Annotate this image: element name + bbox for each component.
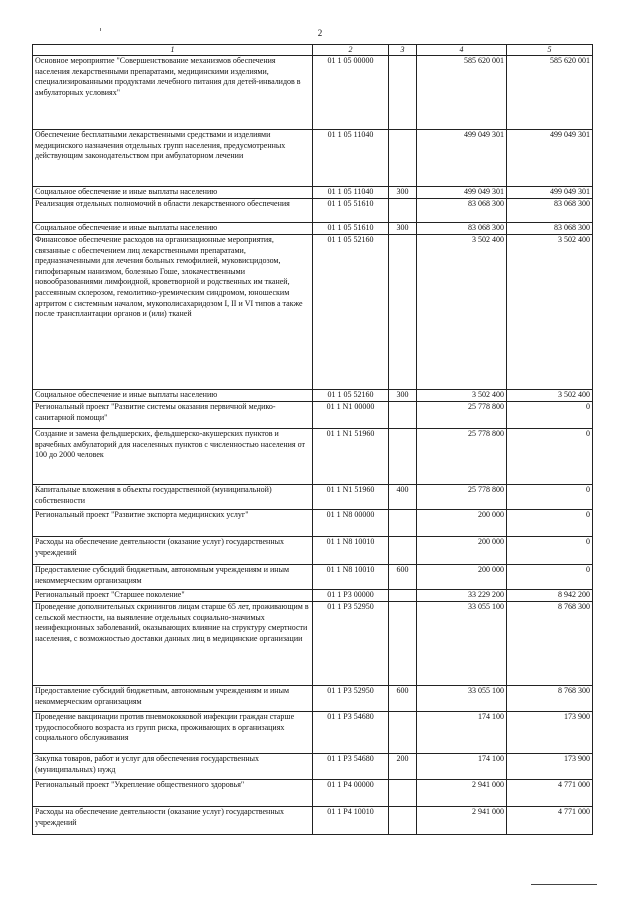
- row-expense-type: 400: [389, 485, 417, 510]
- row-name: Капитальные вложения в объекты государственной (муниципальной) собственности: [33, 485, 313, 510]
- row-code: 01 1 05 00000: [313, 56, 389, 130]
- row-code: 01 1 05 52160: [313, 235, 389, 390]
- row-code: 01 1 N8 10010: [313, 565, 389, 590]
- table-row: [33, 199, 593, 223]
- row-name: Проведение дополнительных скринингов лицам старше 65 лет, проживающим в сельской местности, на выявление отдельных социально-значимых неинфекционных заболеваний, оказывающих влияние на структуру смертности населения, с возможностью доставки данных лиц в медицинские организации: [33, 602, 313, 686]
- row-expense-type: [389, 807, 417, 835]
- row-name: Финансовое обеспечение расходов на организационные мероприятия, связанные с обеспечением лиц лекарственными препаратами, предназначенными для лечения больных гемофилией, муковисцидозом, гипофизарным нанизмом, болезнью Гоше, злокачественными новообразованиями лимфоидной, кроветворной и родственных им тканей, рассеянным склерозом, гемолитико-уремическим синдромом, юношеским артритом с системным началом, мукополисахаридозом I, II и VI типов а также после трансплантации органов и (или) тканей: [33, 235, 313, 390]
- row-expense-type: 300: [389, 223, 417, 235]
- row-expense-type: [389, 402, 417, 429]
- table-row: [33, 510, 593, 537]
- table-row: [33, 223, 593, 235]
- row-expense-type: 600: [389, 565, 417, 590]
- row-value-col4: 33 229 200: [417, 590, 507, 602]
- row-expense-type: 600: [389, 686, 417, 712]
- table-row: [33, 712, 593, 754]
- row-code: 01 1 05 11040: [313, 187, 389, 199]
- row-expense-type: [389, 429, 417, 485]
- row-code: 01 1 N8 10010: [313, 537, 389, 565]
- table-row: [33, 56, 593, 130]
- row-value-col4: 200 000: [417, 537, 507, 565]
- table-row: [33, 390, 593, 402]
- row-code: 01 1 P4 00000: [313, 780, 389, 807]
- row-value-col4: 83 068 300: [417, 223, 507, 235]
- row-code: 01 1 N1 51960: [313, 485, 389, 510]
- row-code: 01 1 05 11040: [313, 130, 389, 187]
- row-value-col5: 4 771 000: [507, 780, 593, 807]
- row-expense-type: [389, 130, 417, 187]
- row-value-col4: 25 778 800: [417, 485, 507, 510]
- column-header-3: 3: [389, 45, 417, 56]
- row-expense-type: [389, 199, 417, 223]
- row-name: Создание и замена фельдшерских, фельдшерско-акушерских пунктов и врачебных амбулаторий для населенных пунктов с численностью населения от 100 до 2000 человек: [33, 429, 313, 485]
- row-name: Обеспечение бесплатными лекарственными средствами и изделиями медицинского назначения отдельных групп населения, предусмотренных действующим законодательством при амбулаторном лечении: [33, 130, 313, 187]
- row-expense-type: 300: [389, 187, 417, 199]
- row-value-col5: 173 900: [507, 712, 593, 754]
- row-name: Расходы на обеспечение деятельности (оказание услуг) государственных учреждений: [33, 807, 313, 835]
- row-value-col5: 83 068 300: [507, 199, 593, 223]
- row-value-col5: 83 068 300: [507, 223, 593, 235]
- row-value-col5: 0: [507, 402, 593, 429]
- row-name: Региональный проект "Развитие системы оказания первичной медико-санитарной помощи": [33, 402, 313, 429]
- table-row: [33, 780, 593, 807]
- row-value-col5: 8 768 300: [507, 686, 593, 712]
- row-value-col4: 499 049 301: [417, 187, 507, 199]
- row-code: 01 1 N8 00000: [313, 510, 389, 537]
- table-row: [33, 686, 593, 712]
- row-expense-type: 200: [389, 754, 417, 780]
- row-name: Основное мероприятие "Совершенствование механизмов обеспечения населения лекарственными препаратами, медицинскими изделиями, специализированными продуктами лечебного питания для детей-инвалидов в амбулаторных условиях": [33, 56, 313, 130]
- row-name: Социальное обеспечение и иные выплаты населению: [33, 187, 313, 199]
- row-expense-type: [389, 590, 417, 602]
- table-row: [33, 565, 593, 590]
- row-expense-type: [389, 537, 417, 565]
- row-value-col4: 2 941 000: [417, 780, 507, 807]
- table-row: [33, 187, 593, 199]
- row-value-col4: 2 941 000: [417, 807, 507, 835]
- table-row: [33, 429, 593, 485]
- row-expense-type: [389, 56, 417, 130]
- row-name: Региональный проект "Развитие экспорта медицинских услуг": [33, 510, 313, 537]
- table-row: [33, 537, 593, 565]
- row-name: Расходы на обеспечение деятельности (оказание услуг) государственных учреждений: [33, 537, 313, 565]
- row-value-col4: 83 068 300: [417, 199, 507, 223]
- row-value-col5: 3 502 400: [507, 390, 593, 402]
- row-name: Предоставление субсидий бюджетным, автономным учреждениям и иным некоммерческим организациям: [33, 565, 313, 590]
- table-row: [33, 402, 593, 429]
- row-value-col5: 585 620 001: [507, 56, 593, 130]
- row-code: 01 1 P4 10010: [313, 807, 389, 835]
- row-value-col5: 0: [507, 485, 593, 510]
- row-name: Социальное обеспечение и иные выплаты населению: [33, 390, 313, 402]
- row-value-col5: 8 942 200: [507, 590, 593, 602]
- row-name: Реализация отдельных полномочий в области лекарственного обеспечения: [33, 199, 313, 223]
- page-number: 2: [317, 28, 323, 38]
- row-expense-type: 300: [389, 390, 417, 402]
- row-value-col5: 0: [507, 537, 593, 565]
- row-value-col4: 33 055 100: [417, 602, 507, 686]
- row-expense-type: [389, 780, 417, 807]
- row-code: 01 1 P3 52950: [313, 686, 389, 712]
- row-value-col5: 499 049 301: [507, 187, 593, 199]
- table-row: [33, 485, 593, 510]
- column-header-2: 2: [313, 45, 389, 56]
- column-header-4: 4: [417, 45, 507, 56]
- row-value-col5: 173 900: [507, 754, 593, 780]
- row-code: 01 1 05 51610: [313, 223, 389, 235]
- column-header-5: 5: [507, 45, 593, 56]
- row-value-col5: 3 502 400: [507, 235, 593, 390]
- table-row: [33, 754, 593, 780]
- budget-table: [32, 44, 593, 835]
- table-row: [33, 602, 593, 686]
- row-value-col4: 499 049 301: [417, 130, 507, 187]
- row-value-col4: 200 000: [417, 565, 507, 590]
- row-value-col4: 174 100: [417, 712, 507, 754]
- row-value-col4: 174 100: [417, 754, 507, 780]
- row-value-col4: 33 055 100: [417, 686, 507, 712]
- row-code: 01 1 N1 00000: [313, 402, 389, 429]
- row-value-col5: 8 768 300: [507, 602, 593, 686]
- row-expense-type: [389, 602, 417, 686]
- row-value-col4: 3 502 400: [417, 235, 507, 390]
- row-expense-type: [389, 235, 417, 390]
- table-row: [33, 807, 593, 835]
- row-value-col5: 0: [507, 510, 593, 537]
- row-expense-type: [389, 510, 417, 537]
- row-code: 01 1 P3 54680: [313, 754, 389, 780]
- row-name: Региональный проект "Старшее поколение": [33, 590, 313, 602]
- table-row: [33, 590, 593, 602]
- row-value-col4: 25 778 800: [417, 429, 507, 485]
- row-name: Региональный проект "Укрепление общественного здоровья": [33, 780, 313, 807]
- row-value-col4: 25 778 800: [417, 402, 507, 429]
- row-value-col4: 3 502 400: [417, 390, 507, 402]
- row-code: 01 1 P3 52950: [313, 602, 389, 686]
- row-code: 01 1 P3 54680: [313, 712, 389, 754]
- row-value-col5: 0: [507, 429, 593, 485]
- row-value-col5: 499 049 301: [507, 130, 593, 187]
- column-header-1: 1: [33, 45, 313, 56]
- row-value-col5: 0: [507, 565, 593, 590]
- row-code: 01 1 05 51610: [313, 199, 389, 223]
- row-name: Социальное обеспечение и иные выплаты населению: [33, 223, 313, 235]
- footer-rule: [531, 884, 597, 885]
- row-code: 01 1 P3 00000: [313, 590, 389, 602]
- row-name: Проведение вакцинации против пневмококковой инфекции граждан старше трудоспособного возраста из групп риска, проживающих в организациях социального обслуживания: [33, 712, 313, 754]
- row-name: Закупка товаров, работ и услуг для обеспечения государственных (муниципальных) нужд: [33, 754, 313, 780]
- table-row: [33, 130, 593, 187]
- row-value-col4: 585 620 001: [417, 56, 507, 130]
- row-expense-type: [389, 712, 417, 754]
- row-code: 01 1 N1 51960: [313, 429, 389, 485]
- row-value-col5: 4 771 000: [507, 807, 593, 835]
- table-header-row: [33, 45, 593, 56]
- row-code: 01 1 05 52160: [313, 390, 389, 402]
- table-row: [33, 235, 593, 390]
- row-name: Предоставление субсидий бюджетным, автономным учреждениям и иным некоммерческим организациям: [33, 686, 313, 712]
- row-value-col4: 200 000: [417, 510, 507, 537]
